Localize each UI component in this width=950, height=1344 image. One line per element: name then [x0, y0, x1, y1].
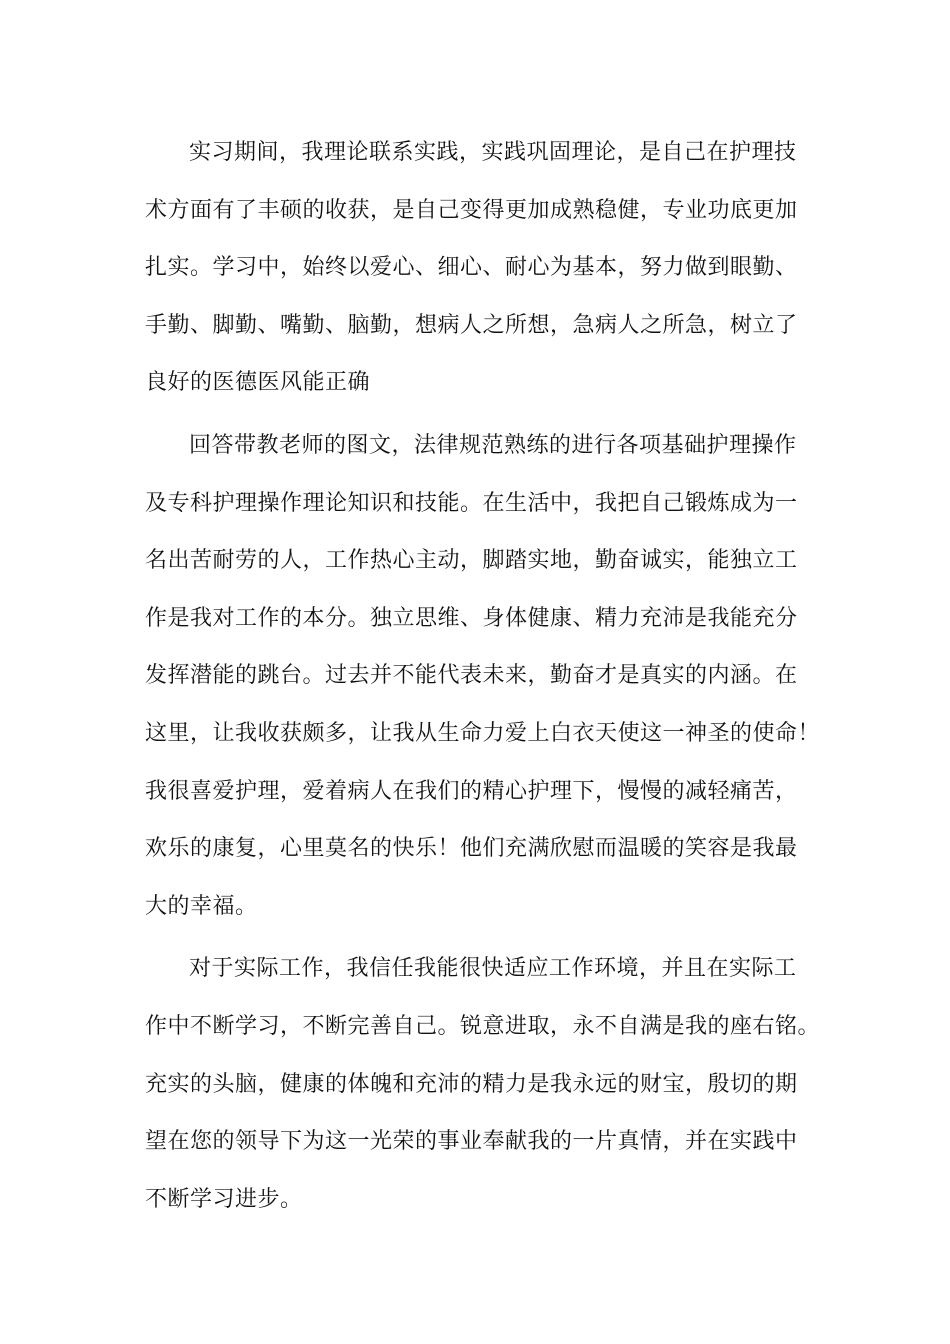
- text-line: 欢乐的康复，心里莫名的快乐！他们充满欣慰而温暖的笑容是我最: [145, 836, 798, 862]
- text-line: 这里，让我收获颇多，让我从生命力爱上白衣天使这一神圣的使命！: [145, 720, 821, 746]
- text-line: 发挥潜能的跳台。过去并不能代表未来，勤奋才是真实的内涵。在: [145, 663, 798, 689]
- text-line: 手勤、脚勤、嘴勤、脑勤，想病人之所想，急病人之所急，树立了: [145, 312, 798, 338]
- paragraph-1: [145, 131, 825, 419]
- document-body: [145, 131, 825, 1235]
- text-line: 作中不断学习，不断完善自己。锐意进取，永不自满是我的座右铭。: [145, 1013, 821, 1039]
- paragraph-3: [145, 947, 825, 1235]
- text-line: 对于实际工作，我信任我能很快适应工作环境，并且在实际工: [189, 956, 797, 982]
- text-line: 作是我对工作的本分。独立思维、身体健康、精力充沛是我能充分: [145, 605, 798, 631]
- text-line: 回答带教老师的图文，法律规范熟练的进行各项基础护理操作: [189, 432, 797, 458]
- text-line: 扎实。学习中，始终以爱心、细心、耐心为基本，努力做到眼勤、: [145, 255, 798, 281]
- text-line: 望在您的领导下为这一光荣的事业奉献我的一片真情，并在实践中: [145, 1129, 798, 1155]
- text-line: 不断学习进步。: [145, 1186, 303, 1212]
- text-line: 及专科护理操作理论知识和技能。在生活中，我把自己锻炼成为一: [145, 490, 798, 516]
- text-line: 名出苦耐劳的人，工作热心主动，脚踏实地，勤奋诚实，能独立工: [145, 548, 798, 574]
- text-line: 良好的医德医风能正确: [145, 370, 371, 396]
- text-line: 大的幸福。: [145, 893, 258, 919]
- text-line: 术方面有了丰硕的收获，是自己变得更加成熟稳健，专业功底更加: [145, 197, 798, 223]
- text-line: 充实的头脑，健康的体魄和充沛的精力是我永远的财宝，殷切的期: [145, 1071, 798, 1097]
- text-line: 实习期间，我理论联系实践，实践巩固理论，是自己在护理技: [189, 140, 797, 165]
- paragraph-2: [145, 424, 825, 942]
- text-line: 我很喜爱护理，爱着病人在我们的精心护理下，慢慢的减轻痛苦，: [145, 778, 798, 804]
